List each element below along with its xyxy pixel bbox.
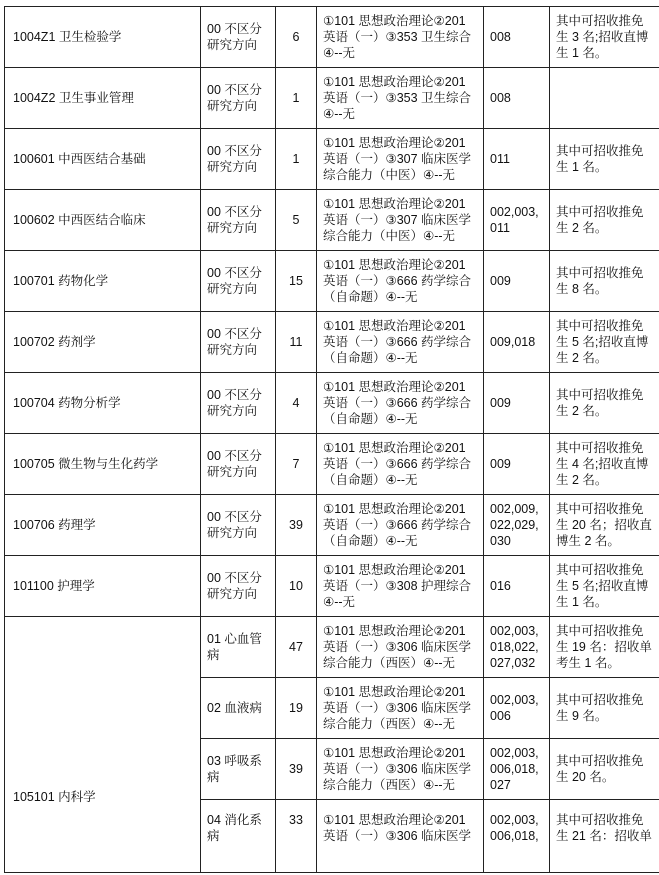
remarks-cell: 其中可招收推免生 2 名。: [550, 373, 659, 434]
exams-cell: ①101 思想政治理论②201 英语（一）③666 药学综合（自命题）④--无: [317, 495, 484, 556]
codes-cell: 008: [484, 7, 550, 68]
exams-cell: ①101 思想政治理论②201 英语（一）③353 卫生综合④--无: [317, 68, 484, 129]
exams-cell: ①101 思想政治理论②201 英语（一）③353 卫生综合④--无: [317, 7, 484, 68]
count-cell: 10: [276, 556, 317, 617]
remarks-cell: 其中可招收推免生 20 名；招收直博生 2 名。: [550, 495, 659, 556]
codes-cell: 009: [484, 373, 550, 434]
table-row: [5, 68, 659, 129]
exams-cell: ①101 思想政治理论②201 英语（一）③307 临床医学综合能力（中医）④--无: [317, 129, 484, 190]
count-cell: 6: [276, 7, 317, 68]
table-row: [5, 617, 659, 678]
codes-cell: 009,018: [484, 312, 550, 373]
direction-cell: 00 不区分研究方向: [201, 495, 276, 556]
codes-cell: 002,003, 018,022, 027,032: [484, 617, 550, 678]
remarks-cell: 其中可招收推免生 20 名。: [550, 739, 659, 800]
count-cell: 7: [276, 434, 317, 495]
major-cell: 101100 护理学: [5, 556, 201, 617]
remarks-cell: 其中可招收推免生 8 名。: [550, 251, 659, 312]
codes-cell: 002,003, 006,018, 027: [484, 739, 550, 800]
count-cell: 1: [276, 68, 317, 129]
major-cell: 100601 中西医结合基础: [5, 129, 201, 190]
codes-cell: 002,009, 022,029, 030: [484, 495, 550, 556]
direction-cell: 00 不区分研究方向: [201, 129, 276, 190]
direction-cell: 00 不区分研究方向: [201, 190, 276, 251]
remarks-cell: [550, 68, 659, 129]
codes-cell: 009: [484, 251, 550, 312]
major-cell: 100701 药物化学: [5, 251, 201, 312]
major-cell: 100702 药剂学: [5, 312, 201, 373]
remarks-cell: 其中可招收推免生 3 名;招收直博生 1 名。: [550, 7, 659, 68]
major-cell: 1004Z2 卫生事业管理: [5, 68, 201, 129]
exams-cell: ①101 思想政治理论②201 英语（一）③666 药学综合（自命题）④--无: [317, 373, 484, 434]
codes-cell: 002,003, 006,018,: [484, 800, 550, 873]
count-cell: 5: [276, 190, 317, 251]
codes-cell: 008: [484, 68, 550, 129]
major-cell: 100706 药理学: [5, 495, 201, 556]
count-cell: 1: [276, 129, 317, 190]
exams-cell: ①101 思想政治理论②201 英语（一）③666 药学综合（自命题）④--无: [317, 312, 484, 373]
direction-cell: 03 呼吸系病: [201, 739, 276, 800]
major-cell: 100704 药物分析学: [5, 373, 201, 434]
codes-cell: 002,003, 011: [484, 190, 550, 251]
remarks-cell: 其中可招收推免生 9 名。: [550, 678, 659, 739]
remarks-cell: 其中可招收推免生 19 名：招收单考生 1 名。: [550, 617, 659, 678]
count-cell: 33: [276, 800, 317, 873]
count-cell: 47: [276, 617, 317, 678]
exams-cell: ①101 思想政治理论②201 英语（一）③306 临床医学综合能力（西医）④--无: [317, 617, 484, 678]
count-cell: 15: [276, 251, 317, 312]
major-cell: 105101 内科学: [5, 617, 201, 873]
direction-cell: 00 不区分研究方向: [201, 251, 276, 312]
remarks-cell: 其中可招收推免生 4 名;招收直博生 2 名。: [550, 434, 659, 495]
major-cell: 100602 中西医结合临床: [5, 190, 201, 251]
direction-cell: 00 不区分研究方向: [201, 434, 276, 495]
exams-cell: ①101 思想政治理论②201 英语（一）③666 药学综合（自命题）④--无: [317, 434, 484, 495]
table-row: [5, 312, 659, 373]
table-row: [5, 373, 659, 434]
direction-cell: 00 不区分研究方向: [201, 68, 276, 129]
table-row: [5, 434, 659, 495]
exams-cell: ①101 思想政治理论②201 英语（一）③306 临床医学综合能力（西医）④--无: [317, 678, 484, 739]
count-cell: 11: [276, 312, 317, 373]
table-row: [5, 7, 659, 68]
remarks-cell: 其中可招收推免生 5 名;招收直博生 1 名。: [550, 556, 659, 617]
exams-cell: ①101 思想政治理论②201 英语（一）③306 临床医学: [317, 800, 484, 873]
exams-cell: ①101 思想政治理论②201 英语（一）③306 临床医学综合能力（西医）④--无: [317, 739, 484, 800]
count-cell: 4: [276, 373, 317, 434]
codes-cell: 016: [484, 556, 550, 617]
remarks-cell: 其中可招收推免生 2 名。: [550, 190, 659, 251]
table-row: [5, 129, 659, 190]
admissions-table: [4, 6, 659, 873]
count-cell: 39: [276, 495, 317, 556]
exams-cell: ①101 思想政治理论②201 英语（一）③308 护理综合④--无: [317, 556, 484, 617]
major-cell: 100705 微生物与生化药学: [5, 434, 201, 495]
direction-cell: 02 血液病: [201, 678, 276, 739]
remarks-cell: 其中可招收推免生 1 名。: [550, 129, 659, 190]
direction-cell: 00 不区分研究方向: [201, 312, 276, 373]
table-row: [5, 251, 659, 312]
direction-cell: 00 不区分研究方向: [201, 373, 276, 434]
count-cell: 19: [276, 678, 317, 739]
table-row: [5, 190, 659, 251]
codes-cell: 009: [484, 434, 550, 495]
count-cell: 39: [276, 739, 317, 800]
codes-cell: 011: [484, 129, 550, 190]
remarks-cell: 其中可招收推免生 21 名：招收单: [550, 800, 659, 873]
table-row: [5, 495, 659, 556]
table-row: [5, 556, 659, 617]
direction-cell: 01 心血管病: [201, 617, 276, 678]
exams-cell: ①101 思想政治理论②201 英语（一）③307 临床医学综合能力（中医）④--无: [317, 190, 484, 251]
codes-cell: 002,003, 006: [484, 678, 550, 739]
direction-cell: 00 不区分研究方向: [201, 556, 276, 617]
remarks-cell: 其中可招收推免生 5 名;招收直博生 2 名。: [550, 312, 659, 373]
direction-cell: 00 不区分研究方向: [201, 7, 276, 68]
exams-cell: ①101 思想政治理论②201 英语（一）③666 药学综合（自命题）④--无: [317, 251, 484, 312]
direction-cell: 04 消化系病: [201, 800, 276, 873]
major-cell: 1004Z1 卫生检验学: [5, 7, 201, 68]
